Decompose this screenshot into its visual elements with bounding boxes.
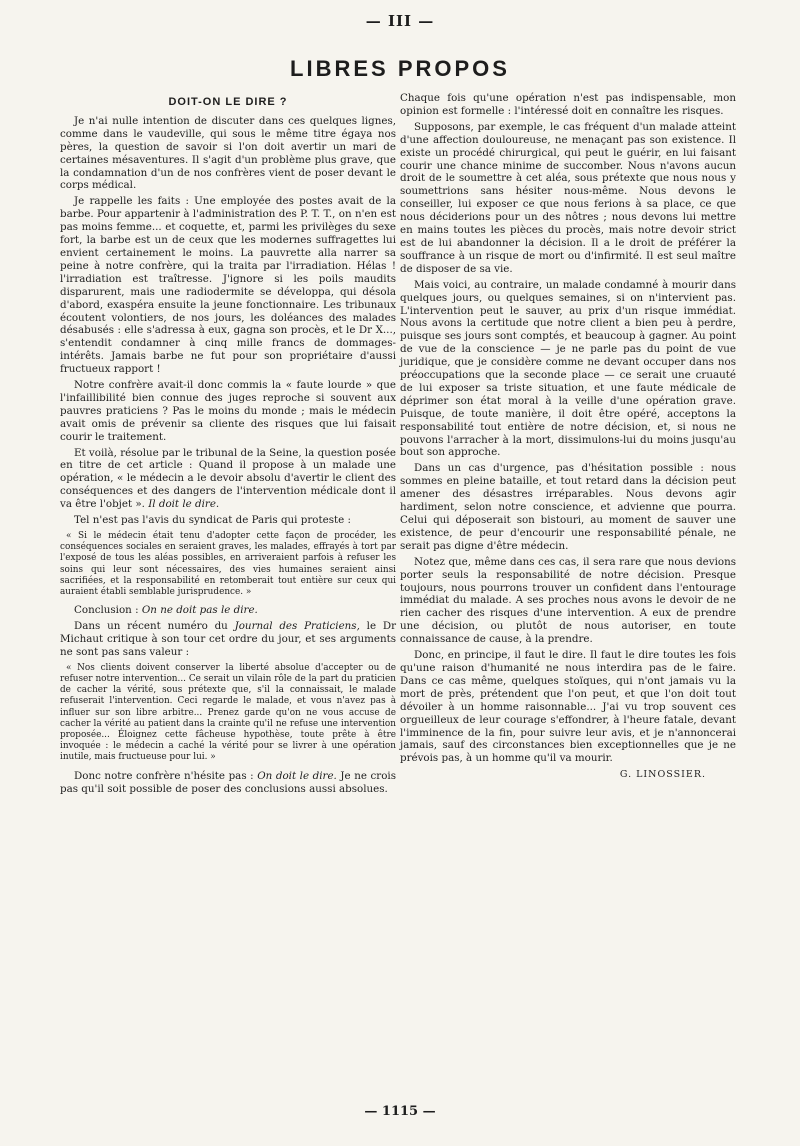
paragraph: Donc, en principe, il faut le dire. Il faut le dire toutes les fois qu'une raison d'humanité ne nous interdira pas de le faire. Dans ce cas même, quelques stoïques, qui n'ont jamais vu la mort de près, prétendent que l'on peut, et que l'on doit tout dévoiler à un homme raisonnable... J'ai vu trop souvent ces orgueilleux de leur courage s'effondrer, à l'heure fatale, devant l'imminence de la fin, pour suivre leur avis, et je n'annoncerai jamais, sauf des circonstances bien exceptionnelles que je ne prévois pas, à un homme qu'il va mourir. — [400, 649, 736, 765]
page-number-top: — III — — [365, 12, 435, 30]
paragraph: Tel n'est pas l'avis du syndicat de Paris qui proteste : — [74, 514, 351, 527]
quote-syndicat: « Si le médecin était tenu d'adopter cette façon de procéder, les conséquences sociales en seraient graves, les malades, effrayés à tort par l'exposé de tous les aléas possibles, en arriveraient parfois à refuser les soins qui leur sont nécessaires, des vies humaines seraient ainsi sacrifiées, et la responsabilité en retomberait tout entière sur ceux qui auraient établi semblable jurisprudence. » — [60, 531, 396, 598]
right-column — [400, 92, 736, 782]
final-line: Donc notre confrère n'hésite pas : On doit le dire. Je ne crois pas qu'il soit possible de poser des conclusions aussi absolues. — [60, 769, 396, 795]
conclusion-line: Conclusion : On ne doit pas le dire. — [74, 604, 258, 617]
italic-remark: Il doit le dire. — [148, 498, 220, 511]
paragraph: Notez que, même dans ces cas, il sera rare que nous devions porter seuls la responsabilité de notre décision. Presque toujours, nous pourrons trouver un confident dans l'entourage immédiat du malade. A ses proches nous avons le devoir de ne rien cacher des risques d'une intervention. A eux de prendre une décision, ou plutôt de nous autoriser, en toute connaissance de cause, à la prendre. — [400, 555, 736, 646]
paragraph: Supposons, par exemple, le cas fréquent d'un malade atteint d'une affection douloureuse, ne menaçant pas son existence. Il existe un procédé chirurgical, qui peut le guérir, en lui faisant courir une chance minime de succomber. Nous n'avons aucun droit de le soumettre à cet aléa, sous prétexte que nous nous y soumettrions sans hésiter nous-même. Nous devons le conseiller, lui exposer ce que nous ferions à sa place, ce que nous déciderions pour un des nôtres ; nous devons lui mettre en mains toutes les pièces du procès, mais notre devoir strict est de lui abandonner la décision. Il a le droit de préférer la souffrance à un risque de mort ou d'infirmité. Il est seul maître de disposer de sa vie. — [400, 120, 736, 275]
page-number-bottom: — 1115 — — [364, 1104, 436, 1119]
section-heading: LIBRES PROPOS — [290, 56, 510, 81]
paragraph: Mais voici, au contraire, un malade condamné à mourir dans quelques jours, ou quelques semaines, si on n'intervient pas. L'intervention peut le sauver, au prix d'un risque immédiat. Nous avons la certitude que notre client a bien peu à perdre, puisque ses jours sont comptés, et beaucoup à gagner. Au point de vue de la conscience — je ne parle pas du point de vue juridique, que je considère comme ne devant occuper dans nos préoccupations que la seconde place — ce serait une cruauté de lui exposer sa triste situation, et une faute médicale de déprimer son état moral à la veille d'une opération grave. Puisque, de toute manière, il doit être opéré, acceptons la responsabilité tout entière de notre décision, et, si nous ne pouvons l'arracher à la mort, dissimulons-lui du moins jusqu'au bout son approche. — [400, 278, 736, 459]
paragraph-with-italic: Et voilà, résolue par le tribunal de la Seine, la question posée en titre de cet article : Quand il propose à un malade une opération, « le médecin a le devoir absolu d'avertir le client des conséquences et des dangers de l'intervention médicale dont il va être l'objet ». Il doit le dire. — [60, 446, 396, 511]
paragraph: Dans un cas d'urgence, pas d'hésitation possible : nous sommes en pleine bataille, et tout retard dans la décision peut amener des désastres irréparables. Nous devons agir hardiment, selon notre conscience, et advienne que pourra. Celui qui déposerait son bistouri, au moment de sauver une existence, de peur d'encourir une responsabilité pénale, ne serait pas digne d'être médecin. — [400, 462, 736, 552]
paragraph: Je n'ai nulle intention de discuter dans ces quelques lignes, comme dans le vaudeville, qui sous le même titre égaya nos pères, la question de savoir si l'on doit avertir un mari de certaines mésaventures. Il s'agit d'un problème plus grave, que la condamnation d'un de nos confrères vient de poser devant le corps médical. — [60, 114, 396, 192]
left-column — [60, 92, 396, 798]
paragraph: Je rappelle les faits : Une employée des postes avait de la barbe. Pour appartenir à l'administration des P. T. T., on n'en est pas moins femme... et coquette, et, parmi les privilèges du sexe fort, la barbe est un de ceux que les modernes suffragettes lui envient certainement le moins. La pauvrette alla narrer sa peine à notre confrère, qui la traita par l'irradiation. Hélas ! l'irradiation est traîtresse. J'ignore si les poils maudits disparurent, mais une radiodermite se développa, qui désola d'abord, exaspéra ensuite la jeune fonctionnaire. Les tribunaux écoutent volontiers, de nos jours, les doléances des malades désabusés : elle s'adressa à eux, gagna son procès, et le Dr X..., s'entendit condamner à cinq mille francs de dommages-intérêts. Jamais barbe ne fut pour son propriétaire d'aussi fructueux rapport ! — [60, 195, 396, 376]
paragraph: Notre confrère avait-il donc commis la « faute lourde » que l'infaillibilité bien connue des juges reproche si souvent aux pauvres praticiens ? Pas le moins du monde ; mais le médecin avait omis de prévenir sa cliente des risques que lui faisait courir le traitement. — [60, 379, 396, 443]
author-signature: G. LINOSSIER. — [619, 769, 706, 781]
article-title: DOIT-ON LE DIRE ? — [168, 96, 288, 108]
paragraph: Chaque fois qu'une opération n'est pas indispensable, mon opinion est formelle : l'intéressé doit en connaître les risques. — [400, 92, 736, 117]
paragraph-journal: Dans un récent numéro du Journal des Praticiens, le Dr Michaut critique à son tour cet ordre du jour, et ses arguments ne sont pas sans valeur : — [60, 620, 397, 658]
quote-michaut: « Nos clients doivent conserver la liberté absolue d'accepter ou de refuser notre intervention... Ce serait un vilain rôle de la part du praticien de cacher la vérité, sous prétexte que, s'il la connaissait, le malade refuserait l'intervention. Ceci regarde le malade, et vous n'avez pas à influer sur son libre arbitre... Prenez garde qu'on ne vous accuse de cacher la vérité au patient dans la crainte qu'il ne refuse une intervention proposée... Éloignez cette fâcheuse hypothèse, toute prête à être invoquée : le médecin a caché la vérité pour se livrer à une opération inutile, mais fructueuse pour lui. » — [60, 662, 396, 763]
journal-name: Journal des Praticiens, — [234, 620, 360, 633]
